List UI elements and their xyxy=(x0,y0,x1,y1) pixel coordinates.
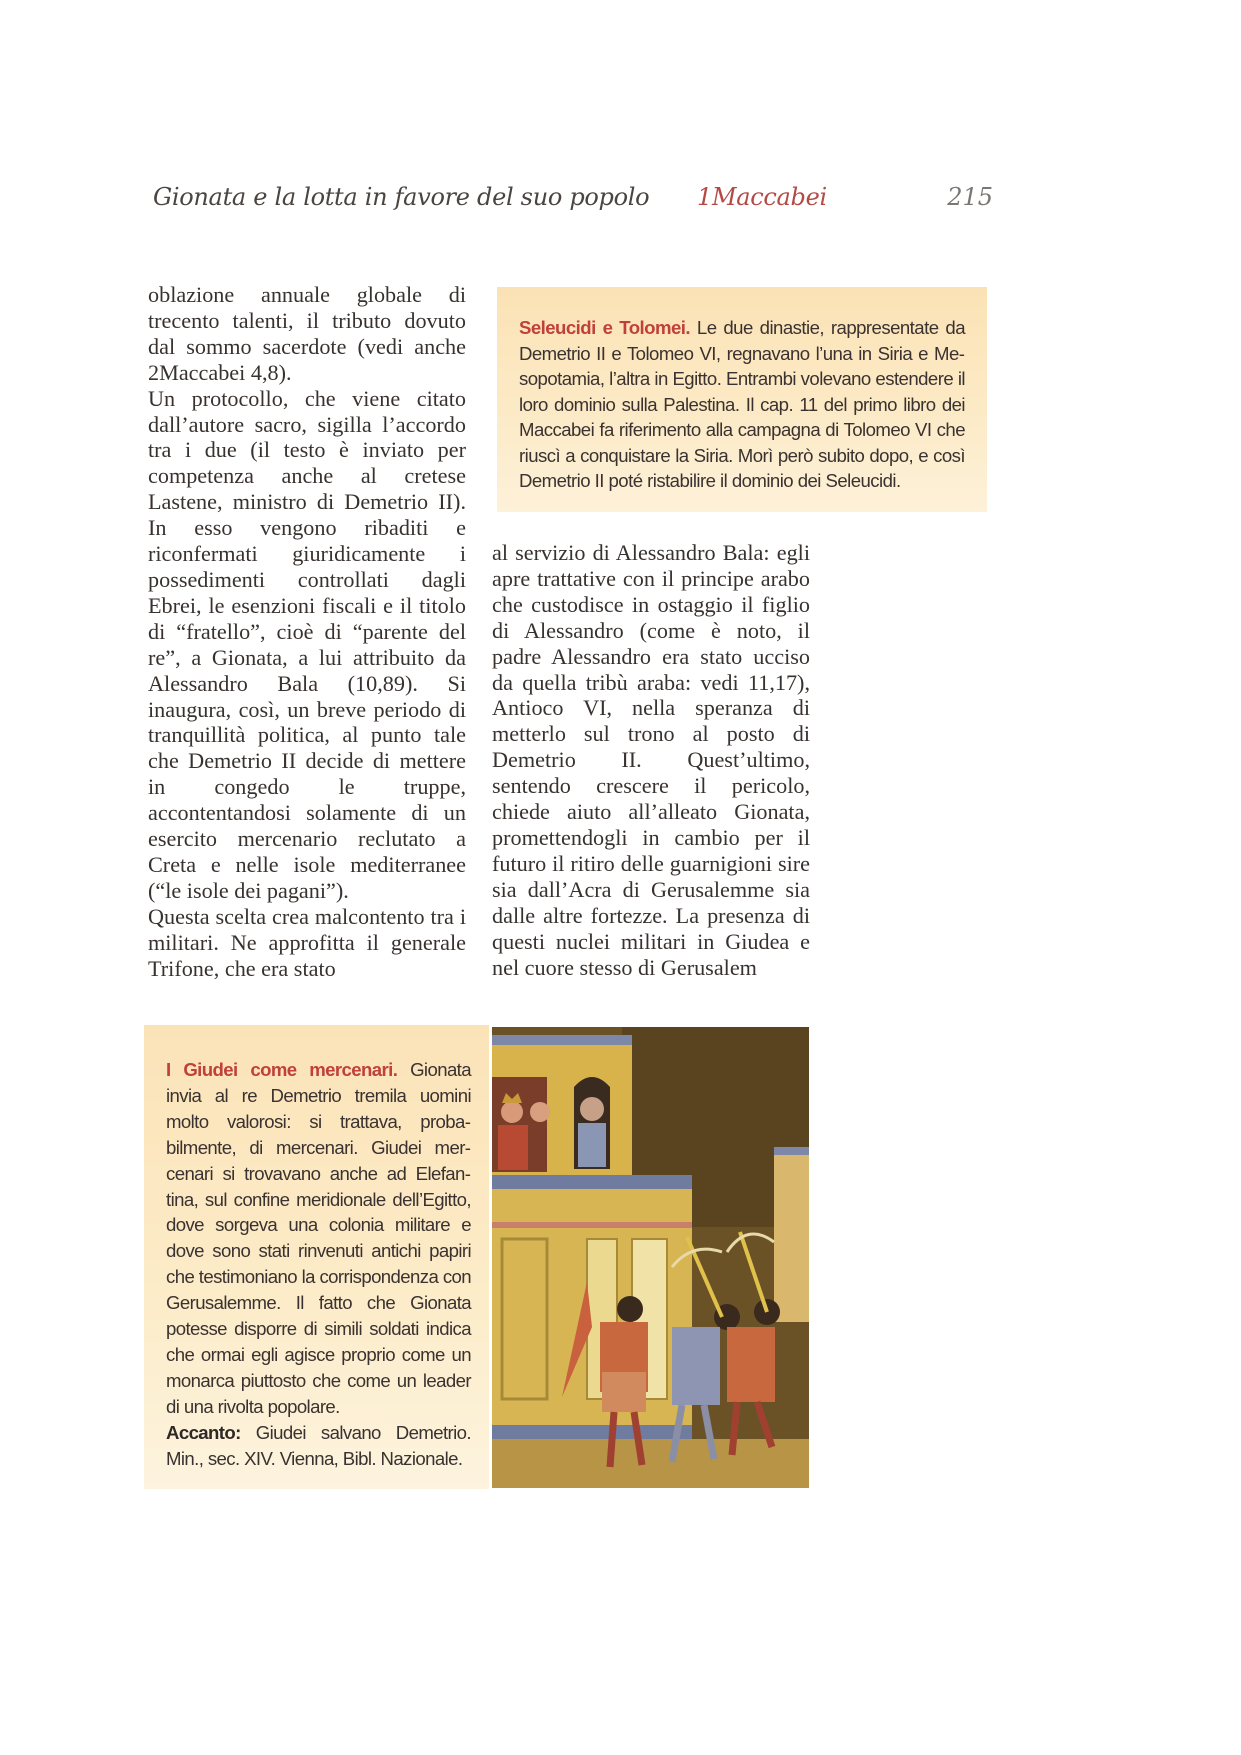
sidebar-heading: I Giudei come mercenari. xyxy=(166,1059,398,1080)
soldier-head xyxy=(580,1097,604,1121)
leg xyxy=(732,1402,737,1455)
miniature-illustration xyxy=(492,1027,809,1488)
soldier-skirt xyxy=(602,1372,646,1412)
paragraph: oblazione annuale globale di trecento talenti, il tributo dovuto dal sommo sacerdote (vedi anche 2Maccabei 4,8). xyxy=(148,282,466,385)
king-head xyxy=(501,1101,523,1123)
page-number: 215 xyxy=(947,183,993,211)
soldier-tunic xyxy=(672,1327,720,1405)
tower-base xyxy=(492,1425,692,1439)
sidebar-text: Gionata invia al re Demetrio tremila uomini molto valorosi: si trattava, probabilmente, di mercenari. Giudei mercenari si trovavano anche ad Elefantina, sul confine meridionale dell’Egitto, dove sorgeva una colonia militare e dove sono stati rinvenuti antichi papiri che testimoniano la corrispondenza con Gerusalemme. Il fatto che Gionata potesse disporre di simili soldati indica che ormai egli agisce proprio come un monarca piuttosto che come un leader di una rivolta popolare. xyxy=(166,1059,471,1417)
soldier-armor xyxy=(578,1123,606,1167)
miniature-painting xyxy=(492,1027,809,1488)
sidebar-seleucidi-tolomei xyxy=(497,287,987,512)
body-column-right xyxy=(492,540,810,980)
cornice xyxy=(492,1035,632,1045)
caption-text: Giudei salvano Demetrio. Min., sec. XIV. Vienna, Bibl. Nazionale. xyxy=(166,1421,471,1469)
tower-ledge xyxy=(492,1175,692,1189)
book-name: 1Maccabei xyxy=(697,183,827,211)
page-header xyxy=(153,183,993,219)
paragraph: Un protocollo, che viene citato dall’autore sacro, sigilla l’accordo tra i due (il testo è inviato per competenza anche al cretese Lastene, ministro di Demetrio II). In esso vengono ribaditi e riconfermati giuridicamente i possedimenti controllati dagli Ebrei, le esenzioni fiscali e il titolo di “fratello”, cioè di “parente del re”, a Gionata, a lui attribuito da Alessandro Bala (10,89). Si inaugura, così, un breve periodo di tranquillità politica, al punto tale che Demetrio II decide di mettere in congedo le truppe, accontentandosi solamente di un esercito mercenario reclutato a Creta e nelle isole mediterranee (“le isole dei pagani”). xyxy=(148,385,466,903)
body-column-left xyxy=(148,282,466,981)
running-title: Gionata e la lotta in favore del suo popolo xyxy=(153,183,650,211)
ground xyxy=(492,1439,809,1488)
paragraph: Questa scelta crea malcontento tra i militari. Ne approfitta il generale Trifone, che era stato xyxy=(148,903,466,981)
paragraph: al servizio di Alessandro Bala: egli apre trattative con il principe arabo che custodisce in ostaggio il figlio di Alessandro (come è noto, il padre Alessandro era stato ucciso da quella tribù araba: vedi 11,17), Antioco VI, nella speranza di metterlo sul trono al posto di Demetrio II. Quest’ultimo, sentendo crescere il pericolo, chiede aiuto all’alleato Gionata, promettendogli in cambio per il futuro il ritiro delle guarnigioni sire sia dall’Acra di Gerusalemme sia dalle altre fortezze. La presenza di questi nuclei militari in Giudea e nel cuore stesso di Gerusalem xyxy=(492,540,810,980)
stripe xyxy=(492,1222,692,1228)
leg xyxy=(610,1412,614,1467)
king-robe xyxy=(498,1125,528,1170)
sidebar-heading: Seleucidi e Tolomei. xyxy=(519,317,690,338)
soldier-head xyxy=(617,1296,643,1322)
right-building xyxy=(774,1152,809,1322)
figure-head xyxy=(530,1102,550,1122)
soldier-tunic xyxy=(727,1327,775,1402)
cornice xyxy=(774,1147,809,1155)
sidebar-text: Le due dinastie, rappresentate da Demetrio II e Tolomeo VI, regnavano l’una in Siria e Mesopotamia, l’altra in Egitto. Entrambi volevano estendere il loro dominio sulla Palestina. Il cap. 11 del primo libro dei Maccabei fa riferimento alla campagna di Tolomeo VI che riuscì a conquistare la Siria. Morì però subito dopo, e così Demetrio II poté ristabilire il dominio dei Seleucidi. xyxy=(519,317,965,491)
sidebar-giudei-mercenari xyxy=(144,1025,489,1489)
caption-label: Accanto: xyxy=(166,1421,241,1443)
